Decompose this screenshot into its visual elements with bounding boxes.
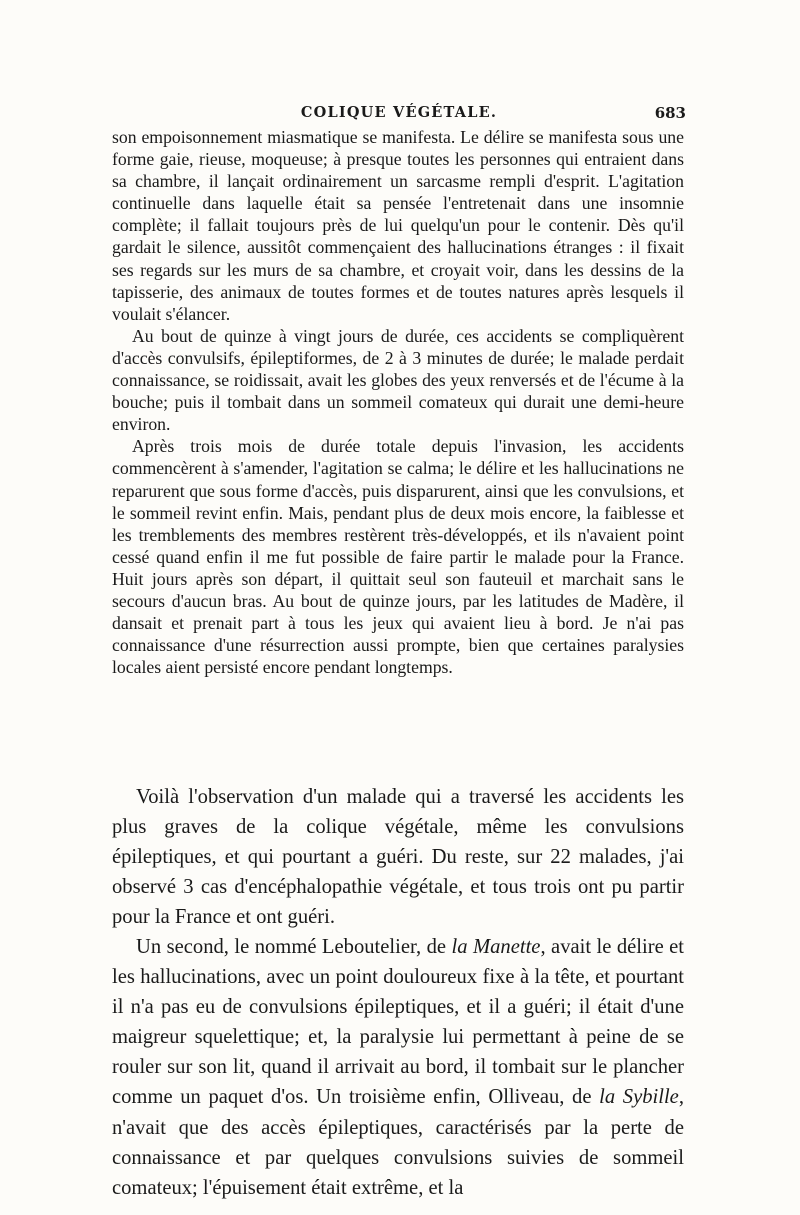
- paragraph-recovery: Après trois mois de durée totale depuis l'invasion, les accidents commencèrent à s'amender, l'agitation se calma; le délire et les hallucinations ne reparurent que sous forme d'accès, puis disparurent, ainsi que les convulsions, et le sommeil revint enfin. Mais, pendant plus de deux mois encore, la faiblesse et les tremblements des membres restèrent très-développés, et ils n'avaient point cessé quand enfin il me fut possible de faire partir le malade pour la France. Huit jours après son départ, il quittait seul son fauteuil et marchait sans le secours d'aucun bras. Au bout de quinze jours, par les latitudes de Madère, il dansait et prenait part à tous les jeux qui avaient lieu à bord. Je n'ai pas connaissance d'une résurrection aussi prompte, bien que certaines paralysies locales aient persisté encore pendant longtemps.: [112, 436, 684, 678]
- page-number: 683: [654, 104, 686, 122]
- paragraph-delirium: son empoisonnement miasmatique se manifesta. Le délire se manifesta sous une forme gaie, rieuse, moqueuse; à presque toutes les personnes qui entraient dans sa chambre, il lançait ordinairement un sarcasme rempli d'esprit. L'agitation continuelle dans laquelle était sa pensée l'entretenait dans une insomnie complète; il fallait toujours près de lui quelqu'un pour le contenir. Dès qu'il gardait le silence, aussitôt commençaient des hallucinations étranges : il fixait ses regards sur les murs de sa chambre, et croyait voir, dans les dessins de la tapisserie, des animaux de toutes formes et de toutes natures après lesquels il voulait s'élancer.: [112, 127, 684, 324]
- small-print-section: [112, 126, 684, 678]
- text-run: Un second, le nommé Leboutelier, de: [136, 936, 452, 959]
- text-run: , n'avait que des accès épileptiques, caractérisés par la perte de connaissance et par quelques convulsions suivies de sommeil comateux; l'épuisement était extrême, et la: [112, 1086, 684, 1199]
- paragraph-other-cases: [112, 932, 684, 1202]
- ship-name-sybille: la Sybille: [599, 1086, 679, 1109]
- paragraph-observation: Voilà l'observation d'un malade qui a traversé les accidents les plus graves de la colique végétale, même les convulsions épileptiques, et qui pourtant a guéri. Du reste, sur 22 malades, j'ai observé 3 cas d'encéphalopathie végétale, et tous trois ont pu partir pour la France et ont guéri.: [112, 786, 684, 929]
- main-text-section: [112, 782, 684, 1203]
- ship-name-manette: la Manette: [451, 936, 541, 959]
- paragraph-convulsions: Au bout de quinze à vingt jours de durée, ces accidents se compliquèrent d'accès convulsifs, épileptiformes, de 2 à 3 minutes de durée; le malade perdait connaissance, se roidissait, avait les globes des yeux renversés et de l'écume à la bouche; puis il tombait dans un sommeil comateux qui durait une demi-heure environ.: [112, 325, 684, 435]
- text-run: , avait le délire et les hallucinations, avec un point douloureux fixe à la tête, et pourtant il n'a pas eu de convulsions épileptiques, et il a guéri; il était d'une maigreur squelettique; et, la paralysie lui permettant à peine de se rouler sur son lit, quand il arrivait au bord, il tombait sur le plancher comme un paquet d'os. Un troisième enfin, Olliveau, de: [112, 936, 685, 1109]
- running-title: COLIQUE VÉGÉTALE.: [300, 104, 498, 121]
- running-head: [112, 104, 686, 126]
